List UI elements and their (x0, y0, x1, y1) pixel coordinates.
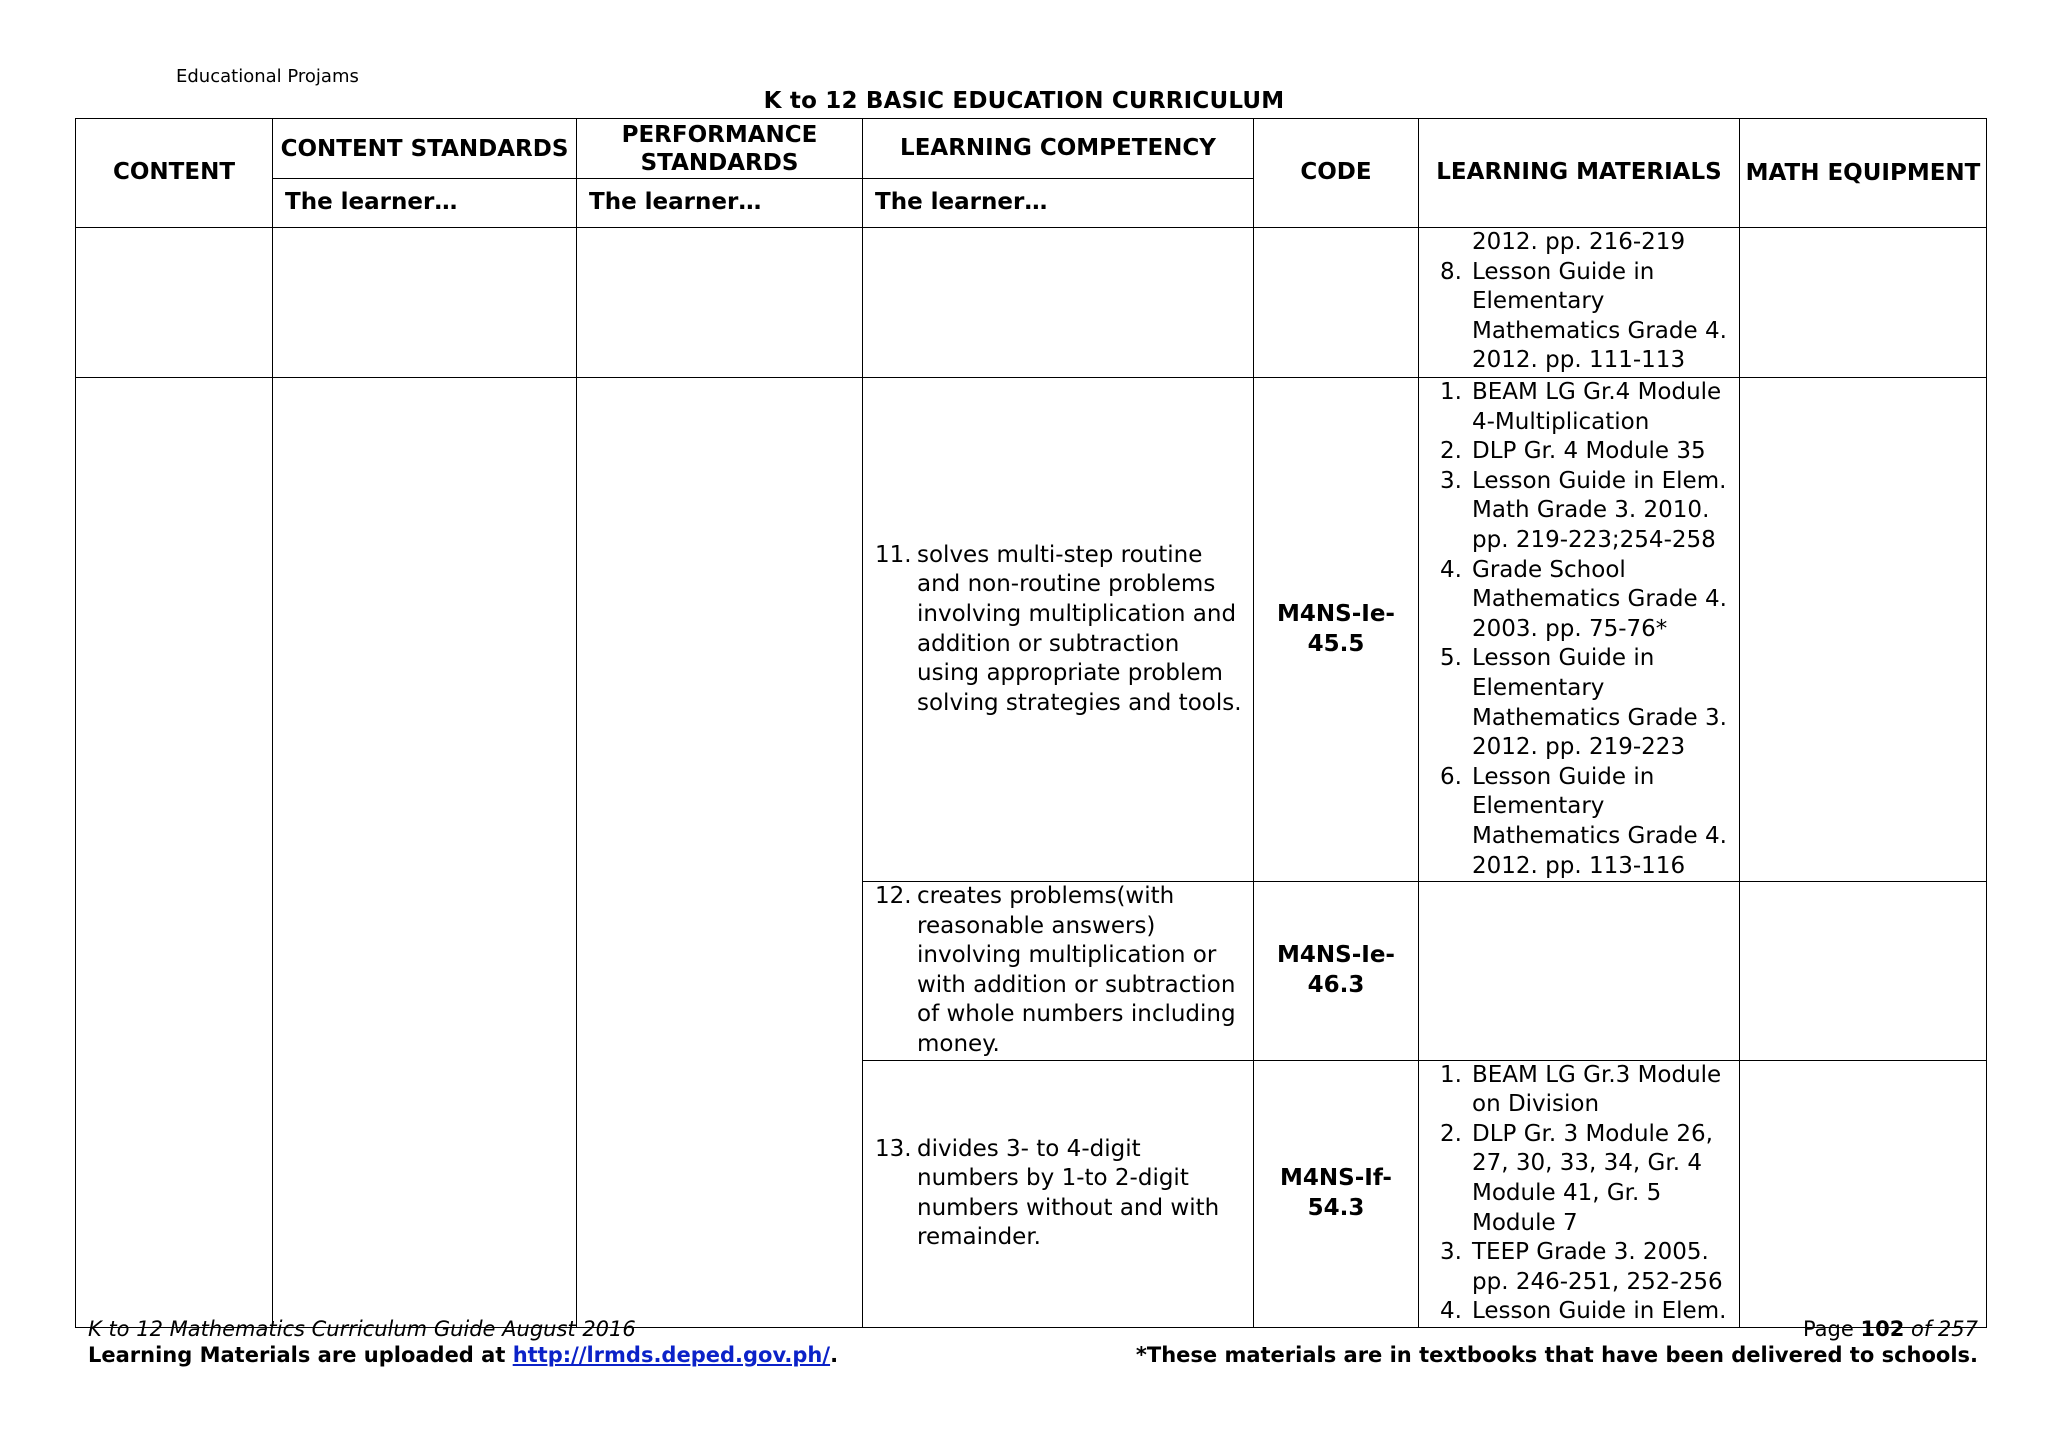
materials-cell (1419, 882, 1740, 1061)
materials-list (1419, 378, 1733, 881)
competency-cell (863, 1060, 1254, 1327)
list-item: 12. creates problems(with reasonable answers) involving multiplication or with addition or subtraction of whole numbers including money. (875, 883, 1236, 1058)
header-learning-materials: LEARNING MATERIALS (1419, 119, 1740, 228)
footer-right (1136, 1316, 1978, 1368)
header-code: CODE (1254, 119, 1419, 228)
list-item: 4. Grade School Mathematics Grade 4. 2003. pp. 75-76* (1440, 556, 1727, 642)
list-item: 2. DLP Gr. 4 Module 35 (1440, 438, 1706, 465)
materials-cell (1419, 378, 1740, 882)
list-item: 8. Lesson Guide in Elementary Mathematics Grade 4. 2012. pp. 111-113 (1440, 258, 1727, 374)
list-item: 6. Lesson Guide in Elementary Mathematics Grade 4. 2012. pp. 113-116 (1440, 763, 1727, 879)
learner-label: The learner… (273, 179, 577, 228)
watermark-text: Educational Projams (176, 66, 359, 87)
header-content-standards: CONTENT STANDARDS (273, 119, 577, 179)
competency-cell (863, 378, 1254, 882)
list-item: 4. Lesson Guide in Elem. (1440, 1298, 1727, 1325)
content-cell (76, 378, 273, 1328)
code-cell (1254, 228, 1419, 378)
equipment-cell (1740, 882, 1987, 1061)
content-cell (76, 228, 273, 378)
table-row (76, 378, 1987, 882)
footer-note: *These materials are in textbooks that have been delivered to schools. (1135, 1343, 1978, 1367)
materials-continued: 2012. pp. 216-219 (1472, 229, 1686, 255)
materials-cell (1419, 1060, 1740, 1327)
materials-list (1419, 258, 1733, 376)
code-cell: M4NS-If-54.3 (1254, 1060, 1419, 1327)
equipment-cell (1740, 378, 1987, 882)
materials-list (1419, 1061, 1733, 1327)
equipment-cell (1740, 1060, 1987, 1327)
content-standards-cell (273, 378, 577, 1328)
code-cell: M4NS-Ie-45.5 (1254, 378, 1419, 882)
lrmds-link[interactable]: http://lrmds.deped.gov.ph/ (512, 1343, 831, 1367)
footer-left (88, 1316, 838, 1368)
list-item: 3. TEEP Grade 3. 2005. pp. 246-251, 252-256 (1440, 1239, 1723, 1295)
list-item: 5. Lesson Guide in Elementary Mathematics Grade 3. 2012. pp. 219-223 (1440, 645, 1727, 761)
list-item: 3. Lesson Guide in Elem. Math Grade 3. 2010. pp. 219-223;254-258 (1440, 467, 1727, 553)
materials-cell (1419, 228, 1740, 378)
performance-standards-cell (577, 378, 863, 1328)
competency-cell (863, 228, 1254, 378)
list-item: 1. BEAM LG Gr.3 Module on Division (1440, 1061, 1722, 1118)
learner-label: The learner… (863, 179, 1254, 228)
list-item: 2. DLP Gr. 3 Module 26, 27, 30, 33, 34, Gr. 4 Module 41, Gr. 5 Module 7 (1440, 1120, 1713, 1236)
competency-cell (863, 882, 1254, 1061)
list-item: 1. BEAM LG Gr.4 Module 4-Multiplication (1440, 379, 1722, 435)
table-row (76, 228, 1987, 378)
header-math-equipment: MATH EQUIPMENT (1740, 119, 1987, 228)
list-item: 13. divides 3- to 4-digit numbers by 1-to 2-digit numbers without and with remainder. (875, 1135, 1220, 1251)
page-number: Page 102 of 257 (1802, 1317, 1978, 1341)
performance-standards-cell (577, 228, 863, 378)
learner-label: The learner… (577, 179, 863, 228)
document-title: K to 12 BASIC EDUCATION CURRICULUM (763, 88, 1285, 114)
header-content: CONTENT (76, 119, 273, 228)
content-standards-cell (273, 228, 577, 378)
curriculum-table (75, 118, 1987, 1328)
header-learning-competency: LEARNING COMPETENCY (863, 119, 1254, 179)
equipment-cell (1740, 228, 1987, 378)
footer-uploaded: Learning Materials are uploaded at http://lrmds.deped.gov.ph/. (88, 1343, 839, 1367)
footer-guide: K to 12 Mathematics Curriculum Guide August 2016 (88, 1317, 636, 1341)
header-performance-standards: PERFORMANCE STANDARDS (577, 119, 863, 179)
code-cell: M4NS-Ie-46.3 (1254, 882, 1419, 1061)
list-item: 11. solves multi-step routine and non-routine problems involving multiplication and addition or subtraction using appropriate problem solving strategies and tools. (875, 541, 1242, 716)
